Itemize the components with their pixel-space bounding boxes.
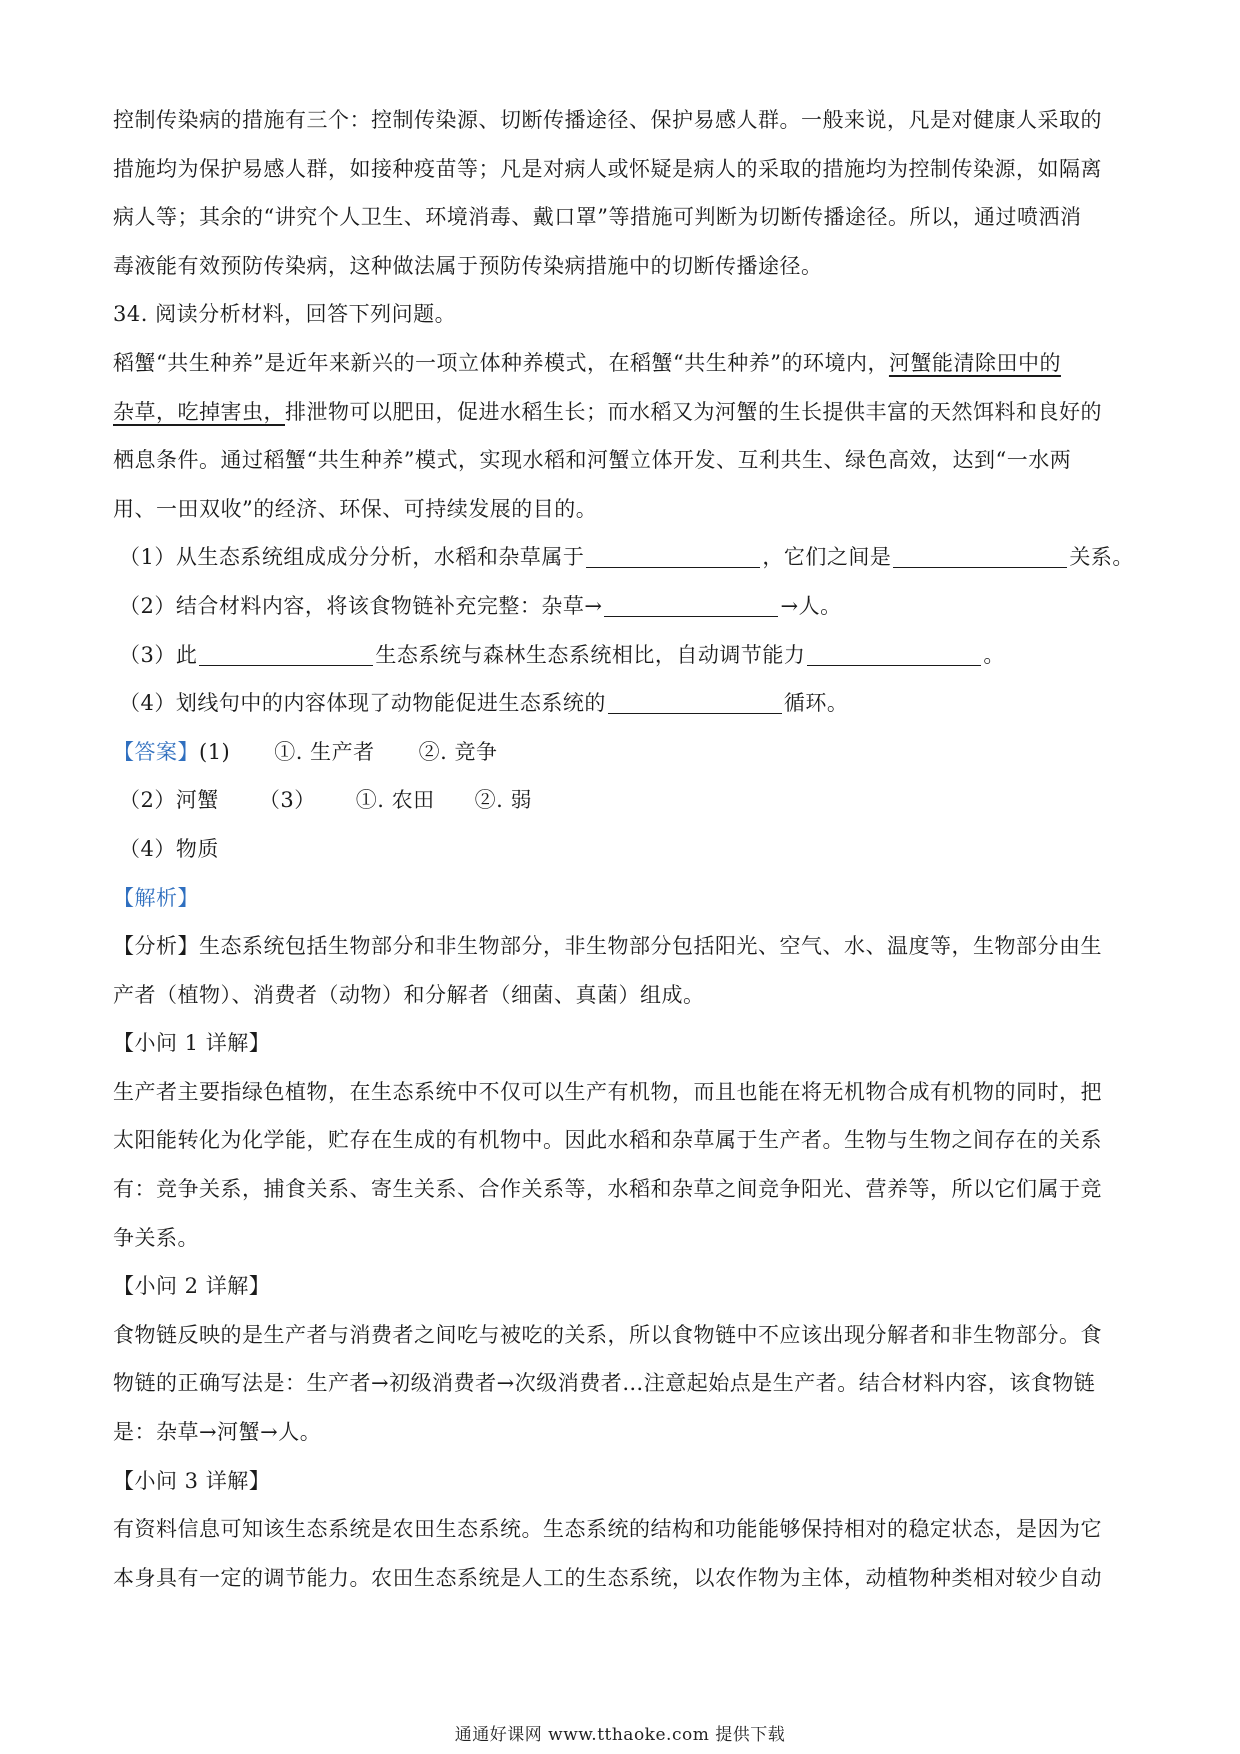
analysis-line: 【分析】生态系统包括生物部分和非生物部分，非生物部分包括阳光、空气、水、温度等，生物部分由生 (113, 934, 1102, 959)
sub-heading-2: 【小问 2 详解】 (113, 1274, 271, 1299)
answer-line-3: （4）物质 (119, 836, 219, 861)
material-line (113, 388, 1133, 437)
analysis-line: 产者（植物）、消费者（动物）和分解者（细菌、真菌）组成。 (113, 982, 705, 1007)
q-text: （2）结合材料内容，将该食物链补充完整：杂草→ (119, 593, 603, 618)
question-title: 34. 阅读分析材料，回答下列问题。 (113, 302, 457, 327)
material-line (113, 339, 1133, 388)
material-text: 稻蟹“共生种养”是近年来新兴的一项立体种养模式，在稻蟹“共生种养”的环境内， (113, 350, 889, 375)
analysis-line: 本身具有一定的调节能力。农田生态系统是人工的生态系统，以农作物为主体，动植物种类相对较少自动 (113, 1565, 1102, 1590)
q-text: 。 (983, 642, 1005, 667)
answer-blank (199, 664, 373, 666)
q-text: 循环。 (783, 691, 849, 716)
sub-question-1 (113, 533, 1133, 582)
answer-num: （3） (258, 788, 316, 813)
answer-blank (893, 566, 1067, 568)
analysis-line: 有：竞争关系，捕食关系、寄生关系、合作关系等，水稻和杂草之间竞争阳光、营养等，所以它们属于竞 (113, 1177, 1102, 1202)
answer-line-1 (113, 728, 1133, 777)
analysis-tag: 【解析】 (113, 885, 199, 910)
q-text: 关系。 (1069, 545, 1134, 570)
sub-question-2 (113, 582, 1133, 631)
sub-heading-3: 【小问 3 详解】 (113, 1468, 271, 1493)
text-line: 病人等；其余的“讲究个人卫生、环境消毒、戴口罩”等措施可判断为切断传播途径。所以，通过喷洒消 (113, 205, 1082, 230)
answer-num: (1) (199, 739, 231, 764)
text-line: 毒液能有效预防传染病，这种做法属于预防传染病措施中的切断传播途径。 (113, 253, 823, 278)
sub-heading-1: 【小问 1 详解】 (113, 1031, 271, 1056)
answer-item: ②. 弱 (474, 788, 532, 813)
analysis-line: 是：杂草→河蟹→人。 (113, 1420, 322, 1445)
q-text: （1）从生态系统组成成分分析，水稻和杂草属于 (119, 545, 585, 570)
analysis-line: 有资料信息可知该生态系统是农田生态系统。生态系统的结构和功能能够保持相对的稳定状态，是因为它 (113, 1517, 1102, 1542)
answer-blank (608, 712, 782, 714)
analysis-line: 太阳能转化为化学能，贮存在生成的有机物中。因此水稻和杂草属于生产者。生物与生物之间存在的关系 (113, 1128, 1102, 1153)
analysis-line: 生产者主要指绿色植物，在生态系统中不仅可以生产有机物，而且也能在将无机物合成有机物的同时，把 (113, 1079, 1102, 1104)
answer-item: ②. 竞争 (418, 739, 498, 764)
page-footer: 通通好课网 www.tthaoke.com 提供下载 (454, 1725, 786, 1745)
answer-line-2 (113, 776, 1133, 825)
answer-tag: 【答案】 (113, 739, 199, 764)
q-text: （4）划线句中的内容体现了动物能促进生态系统的 (119, 691, 606, 716)
text-line: 控制传染病的措施有三个：控制传染源、切断传播途径、保护易感人群。一般来说，凡是对健康人采取的 (113, 108, 1102, 132)
underlined-text: 河蟹能清除田中的 (888, 350, 1061, 375)
underlined-text: 杂草，吃掉害虫， (113, 399, 285, 424)
q-text: （3）此 (119, 642, 198, 667)
material-text: 排泄物可以肥田，促进水稻生长；而水稻又为河蟹的生长提供丰富的天然饵料和良好的 (285, 399, 1102, 424)
answer-item: ①. 生产者 (274, 739, 375, 764)
analysis-line: 食物链反映的是生产者与消费者之间吃与被吃的关系，所以食物链中不应该出现分解者和非生物部分。食 (113, 1322, 1102, 1347)
material-line: 用、一田双收”的经济、环保、可持续发展的目的。 (113, 496, 598, 521)
answer-blank (604, 615, 778, 617)
material-line: 栖息条件。通过稻蟹“共生种养”模式，实现水稻和河蟹立体开发、互利共生、绿色高效，达到“一水两 (113, 448, 1072, 473)
analysis-line: 物链的正确写法是：生产者→初级消费者→次级消费者…注意起始点是生产者。结合材料内容，该食物链 (113, 1371, 1096, 1396)
q-text: ，它们之间是 (762, 545, 892, 570)
page-content (113, 96, 1133, 1602)
answer-blank (586, 566, 760, 568)
q-text: 生态系统与森林生态系统相比，自动调节能力 (375, 642, 806, 667)
sub-question-4 (113, 679, 1133, 728)
answer-item: ①. 农田 (355, 788, 435, 813)
answer-blank (807, 664, 981, 666)
answer-item: （2）河蟹 (119, 788, 219, 813)
sub-question-3 (113, 631, 1133, 680)
text-line: 措施均为保护易感人群，如接种疫苗等；凡是对病人或怀疑是病人的采取的措施均为控制传染源，如隔离 (113, 156, 1102, 181)
analysis-line: 争关系。 (113, 1225, 199, 1250)
q-text: →人。 (780, 593, 842, 618)
